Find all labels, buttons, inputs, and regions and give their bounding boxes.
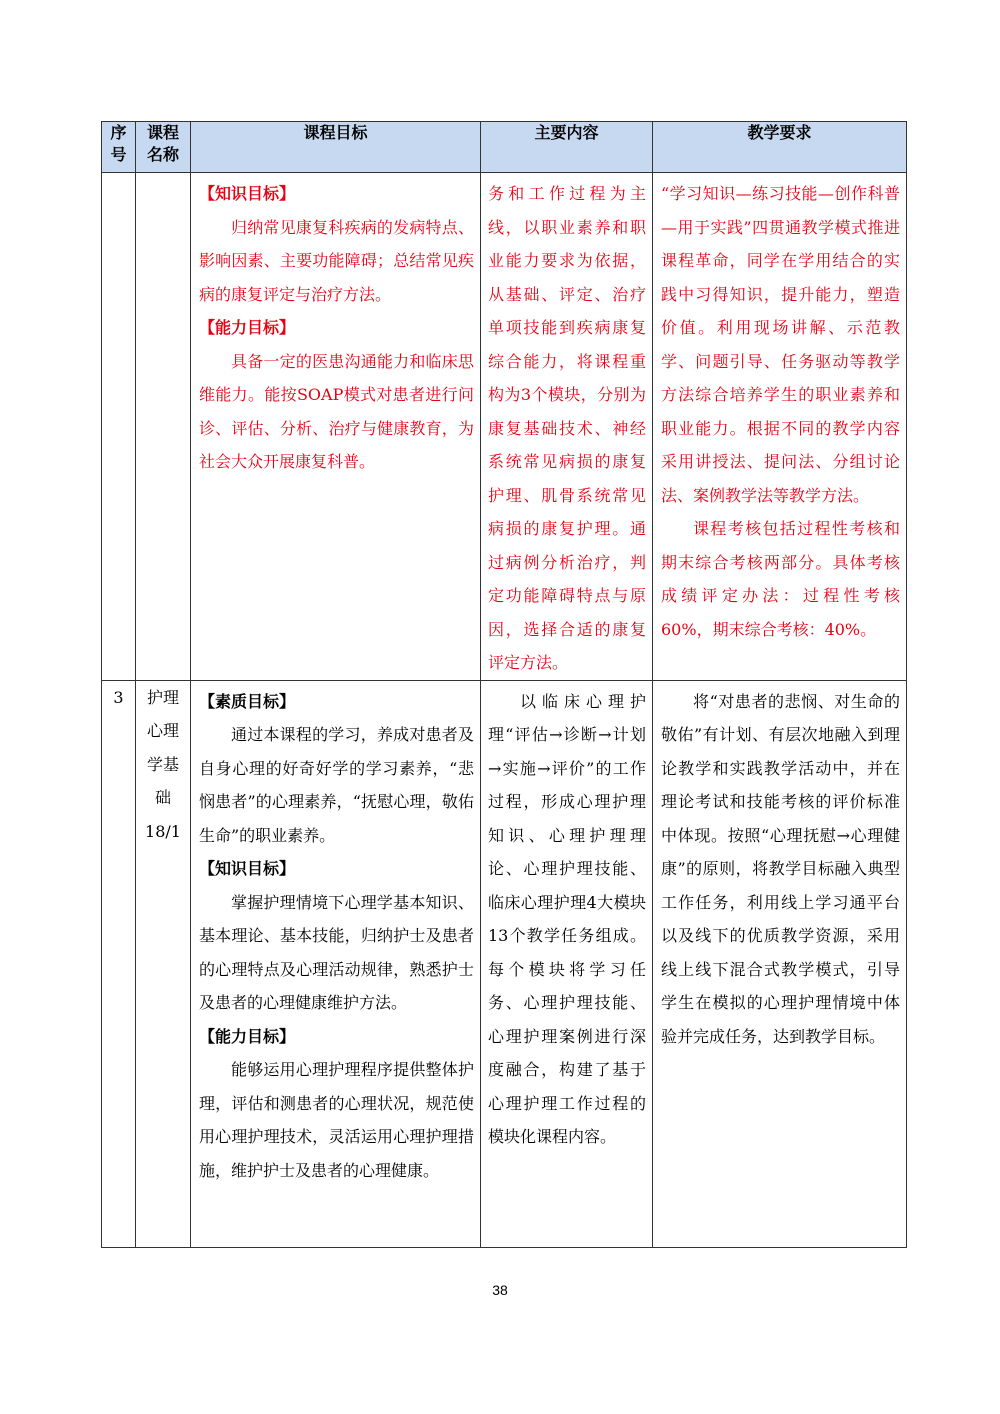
- row1-content-text: 务和工作过程为主线，以职业素养和职业能力要求为依据，从基础、评定、治疗单项技能到疾病康复综合能力，将课程重构为3个模块，分别为康复基础技术、神经系统常见病损的康复护理、肌骨系统常见病损的康复护理。通过病例分析治疗，判定功能障碍特点与原因，选择合适的康复评定方法。: [488, 184, 646, 672]
- curriculum-table: [101, 121, 907, 1248]
- header-name-line1: 课程: [146, 123, 179, 142]
- header-goals: 课程目标: [191, 122, 481, 173]
- knowledge-goal-text: 掌握护理情境下心理学基本知识、基本理论、基本技能，归纳护士及患者的心理特点及心理活动规律，熟悉护士及患者的心理健康维护方法。: [199, 892, 474, 1012]
- course-name-line: 护理: [146, 687, 179, 707]
- header-requirements: 教学要求: [653, 122, 907, 173]
- header-seq-line2: 号: [110, 145, 127, 164]
- row2-seq: 3: [102, 680, 136, 1247]
- course-name-line: 18/1: [145, 821, 181, 841]
- row2-content-text: 以临床心理护理“评估→诊断→计划→实施→评价”的工作过程，形成心理护理知识、心理护理理论、心理护理技能、临床心理护理4大模块13个教学任务组成。每个模块将学习任务、心理护理技能、心理护理案例进行深度融合，构建了基于心理护理工作过程的模块化课程内容。: [488, 691, 646, 1146]
- row1-goals: [191, 173, 481, 681]
- ability-goal-label: 【能力目标】: [199, 318, 296, 337]
- row1-requirements-para1: “学习知识—练习技能—创作科普—用于实践”四贯通教学模式推进课程革命，同学在学用结合的实践中习得知识，提升能力，塑造价值。利用现场讲解、示范教学、问题引导、任务驱动等教学方法综合培养学生的职业素养和职业能力。根据不同的教学内容采用讲授法、提问法、分组讨论法、案例教学法等教学方法。: [661, 184, 900, 505]
- row2-course-name: [136, 680, 191, 1247]
- row2-goals: [191, 680, 481, 1247]
- row2-requirements-text: 将“对患者的悲悯、对生命的敬佑”有计划、有层次地融入到理论教学和实践教学活动中，并在理论考试和技能考核的评价标准中体现。按照“心理抚慰→心理健康”的原则，将教学目标融入典型工作任务，利用线上学习通平台以及线下的优质教学资源，采用线上线下混合式教学模式，引导学生在模拟的心理护理情境中体验并完成任务，达到教学目标。: [661, 691, 900, 1046]
- row2-content: [481, 680, 653, 1247]
- header-content: 主要内容: [481, 122, 653, 173]
- header-seq-line1: 序: [110, 123, 127, 142]
- table-row: [102, 173, 907, 681]
- quality-goal-text: 通过本课程的学习，养成对患者及自身心理的好奇好学的学习素养，“悲悯患者”的心理素养，“抚慰心理，敬佑生命”的职业素养。: [199, 725, 474, 845]
- knowledge-goal-text: 归纳常见康复科疾病的发病特点、影响因素、主要功能障碍；总结常见疾病的康复评定与治疗方法。: [199, 217, 474, 304]
- quality-goal-label: 【素质目标】: [199, 691, 296, 711]
- course-name-line: 学基: [146, 754, 179, 774]
- row1-content: [481, 173, 653, 681]
- knowledge-goal-label: 【知识目标】: [199, 859, 296, 878]
- header-name-line2: 名称: [146, 145, 179, 164]
- table-header-row: [102, 122, 907, 173]
- course-name-line: 础: [154, 788, 171, 807]
- row1-name: [136, 173, 191, 681]
- ability-goal-label: 【能力目标】: [199, 1026, 296, 1046]
- course-name-line: 心理: [146, 721, 179, 740]
- table-row: [102, 680, 907, 1247]
- knowledge-goal-label: 【知识目标】: [199, 184, 296, 203]
- ability-goal-text: 具备一定的医患沟通能力和临床思维能力。能按SOAP模式对患者进行问诊、评估、分析、治疗与健康教育，为社会大众开展康复科普。: [199, 351, 474, 471]
- header-course-name: [136, 122, 191, 173]
- ability-goal-text: 能够运用心理护理程序提供整体护理，评估和测患者的心理状况，规范使用心理护理技术，灵活运用心理护理措施，维护护士及患者的心理健康。: [199, 1060, 474, 1180]
- row1-requirements: [653, 173, 907, 681]
- page-number: 38: [492, 1282, 508, 1298]
- row1-requirements-para2: 课程考核包括过程性考核和期末综合考核两部分。具体考核成绩评定办法：过程性考核60%，期末综合考核：40%。: [661, 519, 900, 639]
- row2-requirements: [653, 680, 907, 1247]
- header-seq: [102, 122, 136, 173]
- row1-seq: [102, 173, 136, 681]
